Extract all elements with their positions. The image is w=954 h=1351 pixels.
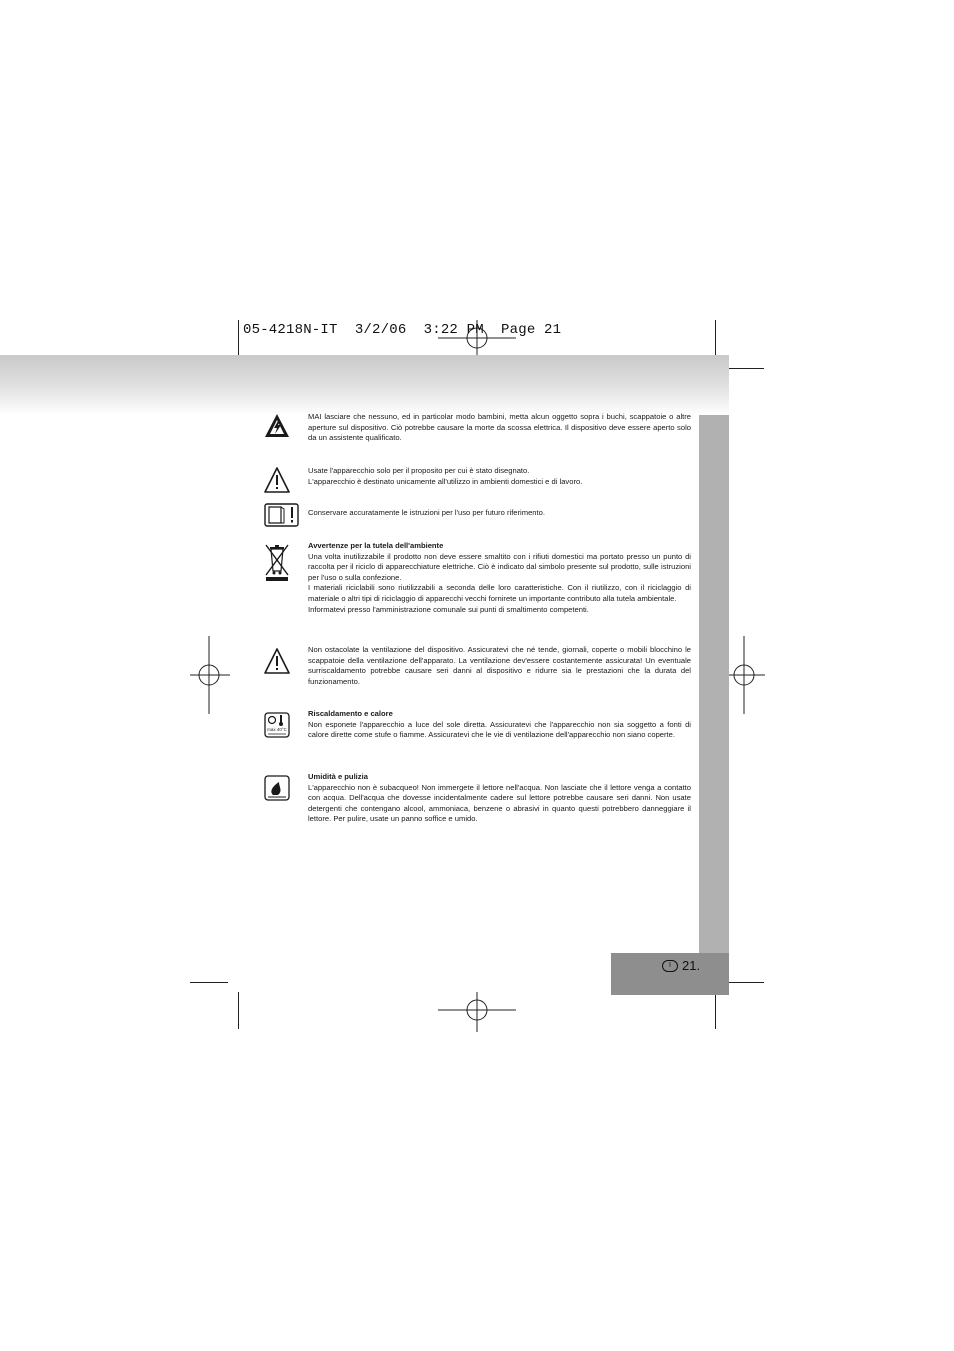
paragraph: Non ostacolate la ventilazione del dispositivo. Assicuratevi che né tende, giornali, coperte o mobili blocchino le scappatoie della ventilazione dell'apparato. La ventilazione dev'essere costantemente assicurata! Un eventuale surriscaldamento potrebbe causare seri danni al dispositivo e ridurre sia le prestazioni che la durata del funzionamento. [308,645,691,686]
registration-mark-right [725,636,765,714]
warning-triangle-icon [264,647,290,675]
page-number [662,958,700,973]
section-electric-shock [308,412,691,444]
section-heading: Umidità e pulizia [308,772,368,781]
registration-mark-bottom [438,992,516,1032]
crop-mark [715,992,716,1029]
crop-mark [238,320,239,356]
crop-mark [727,982,764,983]
crop-mark [727,368,764,369]
side-tab [699,415,729,953]
paragraph: Conservare accuratamente le istruzioni per l'uso per futuro riferimento. [308,508,545,517]
header-band [0,355,729,415]
crossed-bin-icon [264,543,290,583]
water-drop-icon [264,775,290,801]
section-environment [308,541,691,615]
paragraph: Non esponete l'apparecchio a luce del sole diretta. Assicuratevi che l'apparecchio non sia soggetto a fonti di calore dirette come stufe o fiamme. Assicuratevi che le vie di ventilazione dell'apparecchio non siano coperte. [308,719,691,740]
crop-mark [238,992,239,1029]
paragraph: I materiali riciclabili sono riutilizzabili a seconda delle loro caratteristiche. Con il riutilizzo, con il riciclaggio di materiale o altri tipi di riciclaggio di apparecchi vecchi fornirete un importante contributo alla tutela ambientale. [308,583,691,603]
language-badge: I [662,960,678,972]
paragraph: L'apparecchio non è subacqueo! Non immergete il lettore nell'acqua. Non lasciate che il lettore venga a contatto con acqua. Dell'acqua che dovesse incidentalmente cadere sul lettore potrebbe causare seri danni. Non usate detergenti che contengano alcool, ammoniaca, benzene o abrasivi in quanto questi potrebbero danneggiare il lettore. Per pulire, usate un panno soffice e umido. [308,782,691,824]
heat-temperature-icon [264,712,290,738]
heat-icon-label: max 40°C [267,727,287,732]
manual-book-icon [264,503,299,527]
electric-shock-warning-icon [264,412,290,440]
section-heat [308,709,691,741]
section-humidity [308,772,691,825]
paragraph: Informatevi presso l'amministrazione comunale sui punti di smaltimento competenti. [308,604,589,614]
paragraph: MAI lasciare che nessuno, ed in particolar modo bambini, metta alcun oggetto sopra i buchi, scappatoie o altre aperture sul dispositivo. Ciò potrebbe causare la morte da scossa elettrica. Il dispositivo deve essere aperto solo da un assistente qualificato. [308,412,691,443]
crop-mark [715,320,716,356]
section-ventilation [308,645,691,687]
section-heading: Avvertenze per la tutela dell'ambiente [308,541,444,550]
crop-mark [190,982,228,983]
registration-mark-left [190,636,230,714]
paragraph: L'apparecchio è destinato unicamente all'utilizzo in ambienti domestici e di lavoro. [308,476,583,486]
warning-triangle-icon [264,466,290,494]
page-number-text: 21. [682,958,701,973]
print-slug: 05-4218N-IT 3/2/06 3:22 PM Page 21 [243,322,562,338]
paragraph: Usate l'apparecchio solo per il proposito per cui è stato disegnato. [308,466,530,475]
section-intended-use [308,466,691,487]
section-keep-instructions [308,508,691,519]
section-heading: Riscaldamento e calore [308,709,393,718]
paragraph: Una volta inutilizzabile il prodotto non deve essere smaltito con i rifiuti domestici ma portato presso un punto di raccolta per il riciclo di apparecchiature elettriche. Ciò è indicato dal simbolo presente sul prodotto, sulle istruzioni per l'uso o sulla confezione. [308,551,691,582]
